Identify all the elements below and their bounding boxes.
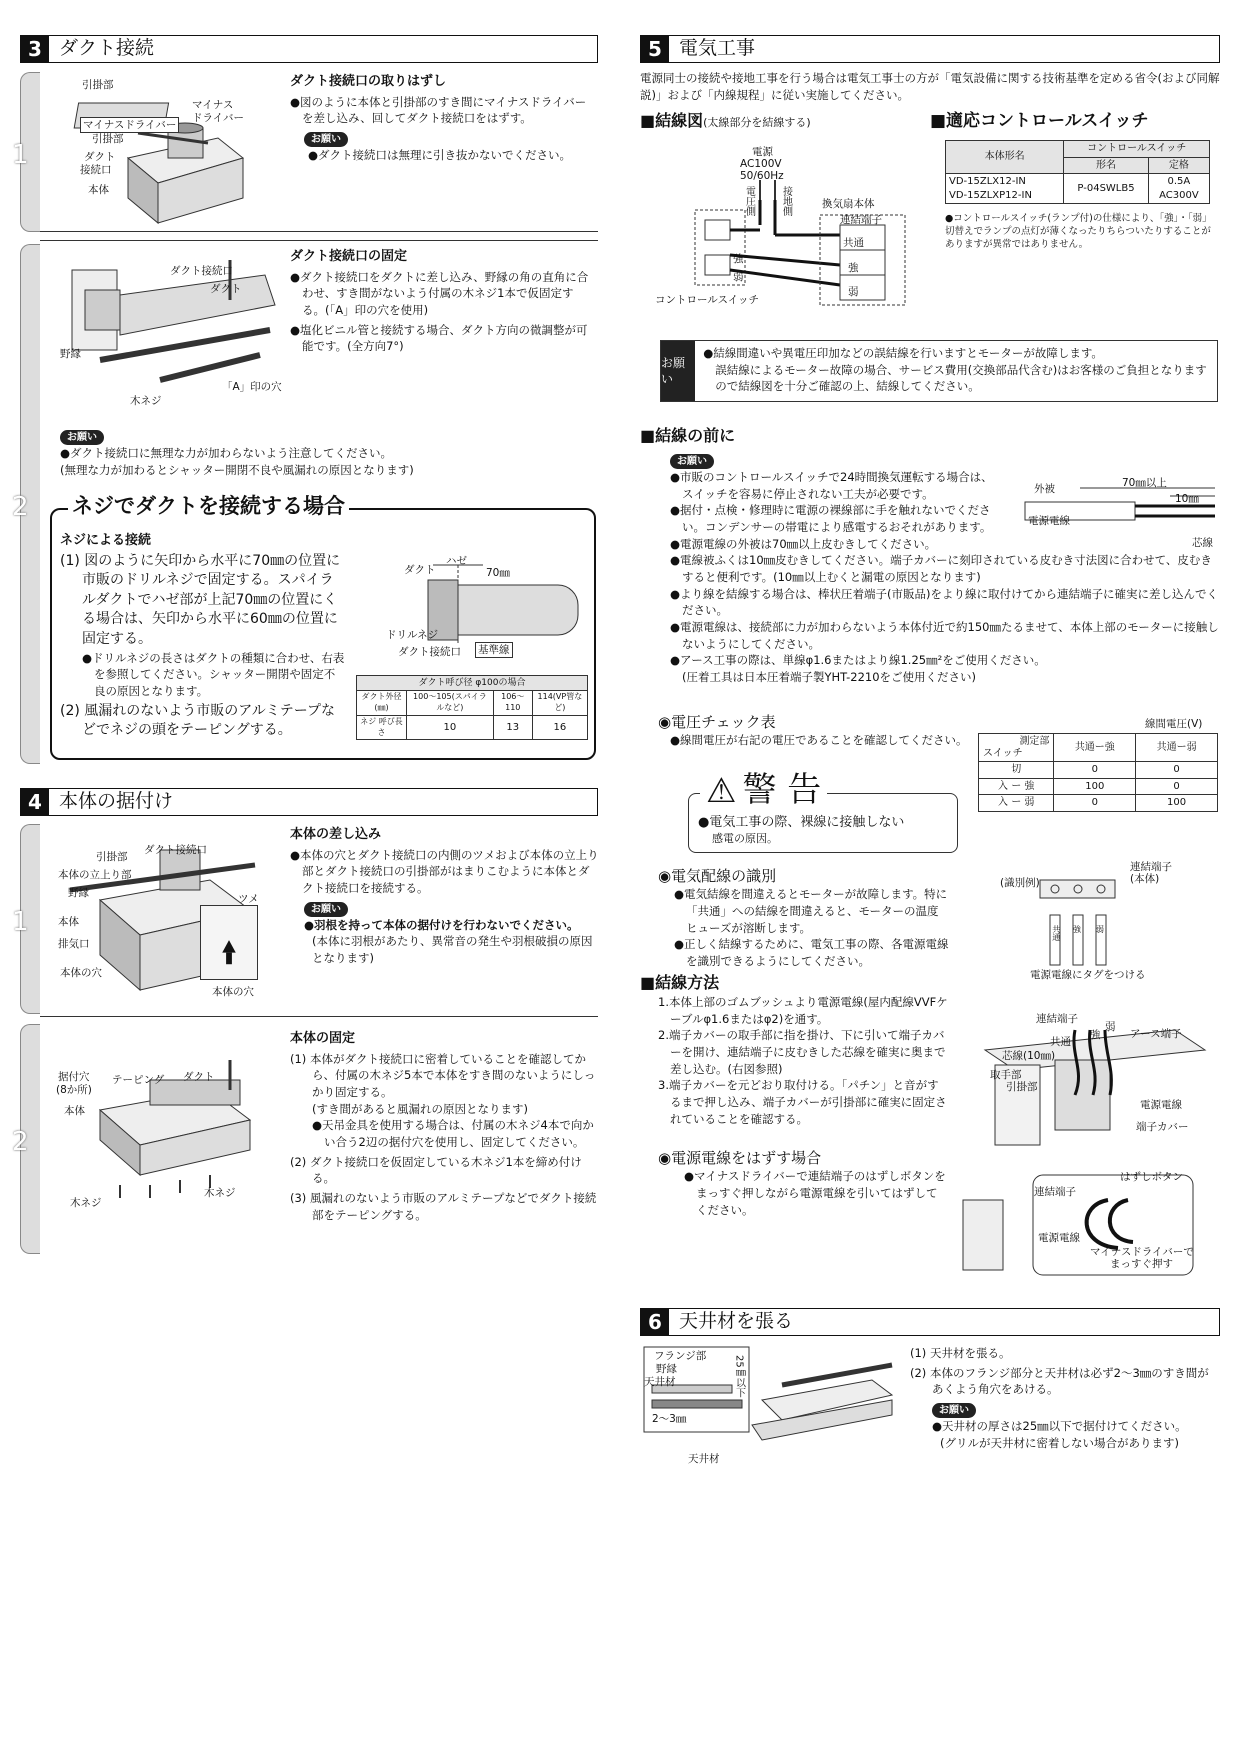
label-minus-2: まっすぐ押す	[1110, 1258, 1173, 1270]
voltage-text: ●線間電圧が右記の電圧であることを確認してください。	[670, 733, 968, 748]
wiring-title-text: ■結線図	[640, 111, 704, 130]
label-densen: 電源電線	[1140, 1099, 1182, 1111]
label-term: 連結端子	[1036, 1013, 1078, 1025]
label-tenjo: 天井材	[644, 1376, 676, 1388]
rating-1: 0.5A	[1167, 176, 1191, 187]
voltage-title: ◉電圧チェック表	[658, 713, 776, 731]
label-fan: 換気扇本体	[822, 198, 875, 210]
table-cell: 16	[532, 715, 587, 740]
label-weak-2: 弱	[733, 271, 744, 283]
table-header: ダクト呼び径 φ100の場合	[357, 676, 588, 691]
label-term: 連結端子	[1130, 861, 1172, 873]
label-minus-2: ドライバー	[192, 112, 244, 124]
label-70mm: 70㎜以上	[1122, 477, 1167, 489]
label-hikkake: 引掛部	[82, 79, 114, 91]
label-shin: 芯線(10㎜)	[1002, 1050, 1056, 1062]
step-4-1-text	[290, 826, 600, 967]
screw-box-text	[60, 532, 345, 741]
section-number: 6	[641, 1309, 669, 1335]
label-minus-1: マイナス	[192, 99, 234, 111]
section-number: 5	[641, 36, 669, 62]
label-body: 本体	[88, 184, 109, 196]
label-drill: ドリルネジ	[386, 629, 439, 641]
label-switch: コントロールスイッチ	[655, 294, 760, 306]
label-ductconn: ダクト接続口	[144, 844, 207, 856]
label-body: 本体	[64, 1105, 85, 1117]
warning-line-2: 感電の原因。	[712, 831, 778, 845]
label-setchi: 接地側	[780, 186, 792, 216]
note-text: (無理な力が加わるとシャッター開閉不良や風漏れの原因となります)	[60, 462, 414, 477]
step-note: ●ダクト接続口は無理に引き抜かないでください。	[308, 147, 572, 162]
table-cell: ダクト外径(㎜)	[357, 691, 407, 716]
label-mokuneji-2: 木ネジ	[204, 1187, 236, 1199]
vt-cell: 入 ー 強	[979, 778, 1054, 795]
control-title-text: ■適応コントロールスイッチ	[930, 111, 1149, 131]
before-item: ●アース工事の際は、単線φ1.6またはより線1.25㎜²をご使用ください。	[670, 653, 1046, 668]
rating-2: AC300V	[1159, 189, 1199, 201]
step-3-2-text	[290, 248, 595, 355]
label-ductconn: ダクト接続口	[398, 646, 461, 658]
vt-cell: 0	[1136, 778, 1218, 795]
tag-strong: 強	[1073, 925, 1081, 934]
screw-p2: (2) 風漏れのないよう市販のアルミテープなどでネジの頭をテーピングする。	[60, 702, 336, 739]
sec6-note-2: (グリルが天井材に密着しない場合があります)	[940, 1435, 1179, 1450]
screw-length-table	[356, 675, 588, 740]
onegai-warning-box	[660, 340, 1218, 402]
step-number: 2	[12, 1127, 29, 1157]
note-text: ●ダクト接続口に無理な力が加わらないよう注意してください。	[60, 446, 393, 460]
wiring-title	[640, 110, 811, 132]
label-atsu: 電圧側	[743, 186, 755, 216]
th-type: 形名	[1064, 157, 1148, 174]
label-power-1: 電源	[752, 146, 773, 158]
label-strong: 強	[1090, 1029, 1101, 1041]
remove-illustration	[958, 1170, 1220, 1280]
method-title: ■結線方法	[640, 973, 720, 992]
step-number: 2	[12, 492, 29, 522]
section-number: 3	[21, 36, 49, 62]
sec5-intro: 電源同士の接続や接地工事を行う場合は電気工事士の方が「電気設備に関する技術基準を定める省令(および同解説)」および「内線規程」に従い実施してください。	[640, 71, 1220, 102]
tag-weak: 弱	[1096, 925, 1104, 934]
step-p3: (3) 風漏れのないよう市販のアルミテープなどでダクト接続部をテーピングする。	[290, 1190, 597, 1222]
tsume-detail	[200, 905, 258, 980]
label-body: 本体	[58, 916, 79, 928]
sec6-p1: (1) 天井材を張る。	[910, 1346, 1011, 1360]
identify-section	[658, 866, 950, 970]
step-p2: (2) ダクト接続口を仮固定している木ネジ1本を締め付ける。	[290, 1154, 582, 1186]
vt-cell: 100	[1136, 795, 1218, 812]
remove-title: ◉電源電線をはずす場合	[658, 1149, 822, 1167]
label-ductconn: ダクト接続口	[170, 265, 233, 277]
label-tenjo-2: 天井材	[688, 1453, 720, 1465]
label-power-2: AC100V	[740, 158, 782, 170]
label-shinsen: 芯線	[1192, 537, 1213, 549]
label-hikkake-2: 引掛部	[92, 133, 124, 145]
label-densen: 電源電線	[1038, 1232, 1080, 1244]
th-switch: スイッチ	[983, 747, 1023, 759]
table-cell: ネジ 呼び長さ	[357, 715, 407, 740]
label-strong: 強	[848, 262, 859, 274]
before-item: ●より線を結線する場合は、棒状圧着端子(市販品)をより線に取付けてから連結端子に確実に差し込んでください。	[670, 586, 1219, 618]
table-cell: 114(VP管など)	[532, 691, 587, 716]
label-flange: フランジ部	[654, 1350, 707, 1362]
warning-line-1: ●電気工事の際、裸線に接触しない	[698, 815, 905, 830]
onegai-badge: お願い	[932, 1403, 976, 1418]
tag-common: 共通	[1051, 925, 1061, 941]
screw-p1: (1) 図のように矢印から水平に70㎜の位置に市販のドリルネジで固定する。スパイラルダクトでハゼ部が上記70㎜の位置にくる場合は、矢印から水平に60㎜の位置に固定する。	[60, 552, 341, 647]
label-hikkake: 引掛部	[1006, 1081, 1038, 1093]
section-6-header	[640, 1308, 1220, 1336]
step-heading: 本体の差し込み	[290, 827, 382, 842]
label-tote: 取手部	[990, 1069, 1022, 1081]
label-mokuneji: 木ネジ	[130, 395, 162, 407]
label-minus-3: マイナスドライバー	[80, 117, 179, 133]
step-number: 1	[12, 907, 29, 937]
label-ana: 本体の穴	[60, 967, 102, 979]
screw-box-title	[68, 492, 349, 520]
method-step: 3.端子カバーを元どおり取付ける。「パチン」と音がするまで押し込み、端子カバーが引掛部に確実に固定されていることを確認する。	[658, 1078, 947, 1126]
label-haiki: 排気口	[58, 938, 90, 950]
before-item: ●据付・点検・修理時に電源の裸線部に手を触れないでください。コンデンサーの帯電により感電するおそれがあります。	[670, 503, 992, 535]
divider	[40, 240, 598, 241]
label-example: (識別例)	[1000, 877, 1040, 889]
before-item: ●電源電線は、接続部に力が加わらないよう本体付近で約150㎜たるませて、本体上部のモーターに接触しないようにしてください。	[670, 620, 1219, 651]
step-p1b: (すき間があると風漏れの原因となります)	[312, 1101, 528, 1116]
remove-section	[658, 1148, 948, 1218]
step-text: ●本体の穴とダクト接続口の内側のツメおよび本体の立上り部とダクト接続口の引掛部がはまりこむように本体とダクト接続口を接続する。	[290, 847, 599, 895]
label-70mm: 70㎜	[486, 567, 510, 579]
identify-item: ●電気結線を間違えるとモーターが故障します。特に「共通」への結線を間違えると、モーターの温度ヒューズが溶断します。	[674, 887, 948, 935]
step-number: 1	[12, 140, 29, 170]
onegai-badge: お願い	[304, 132, 348, 147]
vt-cell: 入 ー 弱	[979, 795, 1054, 812]
table-cell: 100～105(スパイラルなど)	[407, 691, 494, 716]
th-common-weak: 共通ー弱	[1136, 734, 1218, 762]
label-common: 共通	[1050, 1036, 1071, 1048]
divider	[40, 1016, 598, 1017]
onegai-badge: お願い	[60, 430, 104, 445]
onegai-badge: お願い	[670, 454, 714, 469]
vt-cell: 0	[1054, 762, 1136, 779]
label-25mm: 25㎜以下	[733, 1355, 745, 1398]
step-text: ●ダクト接続口をダクトに差し込み、野縁の角の直角に合わせ、すき間がないよう付属の木ネジ1本で仮固定する。(「A」印の穴を使用)	[290, 269, 589, 317]
label-taping: テーピング	[112, 1074, 165, 1086]
step-p1: (1) 本体がダクト接続口に密着していることを確認してから、付属の木ネジ5本で本体をすき間のないようにしっかり固定する。	[290, 1051, 596, 1099]
control-switch-table	[945, 140, 1210, 204]
section-5-header	[640, 35, 1220, 63]
section-title: ダクト接続	[59, 37, 155, 60]
label-duct: ダクト	[404, 564, 436, 576]
label-haze: ハゼ	[446, 555, 467, 567]
before-title: ■結線の前に	[640, 426, 736, 445]
step-heading: 本体の固定	[290, 1031, 356, 1046]
sec6-note-1: ●天井材の厚さは25㎜以下で据付けてください。	[932, 1419, 1187, 1434]
th-model: 本体形名	[946, 141, 1064, 174]
vt-cell: 切	[979, 762, 1054, 779]
step-text: ●塩化ビニル管と接続する場合、ダクト方向の微調整が可能です。(全方向7°)	[290, 322, 588, 354]
onegai-box-label: お願い	[661, 341, 695, 401]
vt-cell: 100	[1054, 778, 1136, 795]
label-ana-2: 本体の穴	[212, 986, 254, 998]
voltage-section	[658, 712, 968, 749]
vt-cell: 0	[1054, 795, 1136, 812]
step-note: (本体に羽根があたり、異常音の発生や羽根破損の原因となります)	[312, 934, 593, 965]
label-weak: 弱	[1105, 1021, 1116, 1033]
method-step: 1.本体上部のゴムブッシュより電源電線(屋内配線VVFケーブルφ1.6またはφ2)を通す。	[658, 995, 948, 1026]
label-10mm: 10㎜	[1175, 493, 1199, 505]
table-cell: 106～110	[493, 691, 532, 716]
label-duct-1: ダクト	[84, 151, 116, 163]
warning-title: 警 告	[742, 770, 822, 810]
label-common: 共通	[843, 237, 864, 249]
sec6-text	[910, 1345, 1220, 1451]
label-mokuneji-1: 木ネジ	[70, 1197, 102, 1209]
label-tag: 電源電線にタグをつける	[1030, 969, 1146, 981]
step-heading: ダクト接続口の固定	[290, 249, 408, 264]
screw-title-text: ネジでダクトを接続する場合	[72, 494, 345, 518]
label-nobuchi: 野縁	[656, 1363, 677, 1375]
th-rating: 定格	[1148, 157, 1209, 174]
warning-body	[698, 814, 953, 846]
table-cell: 10	[407, 715, 494, 740]
label-tachiagari: 本体の立上り部	[58, 869, 132, 881]
model-1: VD-15ZLX12-IN	[949, 176, 1026, 187]
step-p1c: ●天吊金具を使用する場合は、付属の木ネジ4本で向かい合う2辺の据付穴を使用し、固定してください。	[312, 1118, 594, 1149]
label-densen: 電源電線	[1028, 515, 1070, 527]
label-nobuchi: 野縁	[68, 887, 89, 899]
label-suetsuke: 据付穴	[58, 1071, 90, 1083]
identify-item: ●正しく結線するために、電気工事の際、各電源電線を識別できるようにしてください。	[674, 937, 949, 968]
before-item: ●市販のコントロールスイッチで24時間換気運転する場合は、スイッチを容易に停止されない工夫が必要です。	[670, 470, 993, 501]
section-title: 天井材を張る	[679, 1310, 794, 1333]
step-text: ●図のように本体と引掛部のすき間にマイナスドライバーを差し込み、回してダクト接続口をはずす。	[290, 94, 587, 126]
label-duct: ダクト	[183, 1071, 215, 1083]
voltage-unit: 線間電圧(V)	[1145, 718, 1203, 730]
step-note: ●羽根を持って本体の据付けを行わないでください。	[304, 917, 579, 932]
label-strong-2: 強	[733, 253, 744, 265]
label-gaihi: 外被	[1034, 483, 1055, 495]
ceiling-illustration	[642, 1345, 897, 1470]
section-4-header	[20, 788, 598, 816]
screw-heading: ネジによる接続	[60, 533, 152, 548]
onegai-badge: お願い	[304, 902, 348, 917]
sec6-p2: (2) 本体のフランジ部分と天井材は必ず2～3㎜のすき間があくよう角穴をあける。	[910, 1365, 1209, 1397]
control-note: ●コントロールスイッチ(ランプ付)の仕様により、「強」・「弱」切替えでランプの点灯が薄くなったりちらついたりすることがありますが異常ではありません。	[945, 213, 1212, 250]
switch-type: P-04SWLB5	[1064, 174, 1148, 204]
label-term: 連結端子	[840, 214, 882, 226]
label-btn: はずしボタン	[1120, 1171, 1183, 1183]
before-item: (圧着工具は日本圧着端子製YHT-2210をご使用ください)	[682, 670, 977, 685]
section-title: 電気工事	[679, 37, 756, 60]
identify-title: ◉電気配線の識別	[658, 867, 777, 885]
table-cell: 13	[493, 715, 532, 740]
body-fix-illustration	[80, 1060, 260, 1200]
vt-cell: 0	[1136, 762, 1218, 779]
remove-text: ●マイナスドライバーで連結端子のはずしボタンをまっすぐ押しながら電源電線を引いてはずしてください。	[684, 1169, 946, 1217]
label-minus-1: マイナスドライバーで	[1090, 1246, 1194, 1258]
label-23mm: 2～3㎜	[652, 1413, 687, 1425]
wiring-title-small: (太線部分を結線する)	[703, 116, 811, 129]
section-number: 4	[21, 789, 49, 815]
before-item: ●電線被ふくは10㎜皮むきしてください。端子カバーに刻印されている皮むき寸法図に合わせて、皮むきすると便利です。(10㎜以上むくと漏電の原因となります)	[670, 553, 1212, 585]
label-cover: 端子カバー	[1136, 1121, 1189, 1133]
label-power-3: 50/60Hz	[740, 170, 784, 182]
screw-p1b: ●ドリルネジの長さはダクトの種類に合わせ、右表を参照してください。シャッター開閉や固定不良の原因となります。	[82, 650, 345, 698]
voltage-table	[978, 733, 1218, 812]
warning-triangle-icon: ⚠	[706, 770, 737, 811]
warning-title-wrap	[700, 768, 827, 814]
label-term-b: (本体)	[1130, 873, 1160, 885]
label-term: 連結端子	[1034, 1186, 1076, 1198]
section-3-header	[20, 35, 598, 63]
label-duct: ダクト	[210, 283, 242, 295]
label-earth: アース端子	[1130, 1028, 1182, 1040]
label-kijun: 基準線	[475, 642, 513, 658]
label-hikkake: 引掛部	[96, 851, 128, 863]
method-list	[658, 994, 948, 1127]
onegai-line-2: 誤結線によるモーター故障の場合、サービス費用(交換部品代含む)はお客様のご負担となりますので結線図を十分ご確認の上、結線してください。	[715, 362, 1207, 394]
label-duct-2: 接続口	[80, 164, 112, 176]
control-title	[930, 110, 1149, 133]
model-2: VD-15ZLXP12-IN	[949, 189, 1032, 201]
label-eight: (8か所)	[56, 1084, 92, 1096]
step-3-2-notes	[60, 428, 600, 478]
th-cs: コントロールスイッチ	[1064, 141, 1210, 158]
label-weak: 弱	[848, 286, 859, 298]
label-nobuchi: 野縁	[60, 348, 81, 360]
th-measure: 測定部	[1019, 736, 1050, 747]
label-a-hole: 「A」印の穴	[222, 381, 282, 393]
th-common-strong: 共通ー強	[1054, 734, 1136, 762]
method-step: 2.端子カバーの取手部に指を掛け、下に引いて端子カバーを開け、連結端子に皮むきした芯線を確実に奥まで差し込む。(右図参照)	[658, 1028, 946, 1076]
step-heading: ダクト接続口の取りはずし	[290, 74, 447, 89]
before-item: ●電源電線の外被は70㎜以上皮むきしてください。	[670, 536, 937, 551]
section-title: 本体の据付け	[59, 790, 174, 813]
step-4-2-text	[290, 1030, 600, 1223]
onegai-line-1: ●結線間違いや異電圧印加などの誤結線を行いますとモーターが故障します。	[703, 346, 1103, 360]
label-tsume: ツメ	[238, 893, 259, 905]
step-3-1-text	[290, 73, 595, 164]
